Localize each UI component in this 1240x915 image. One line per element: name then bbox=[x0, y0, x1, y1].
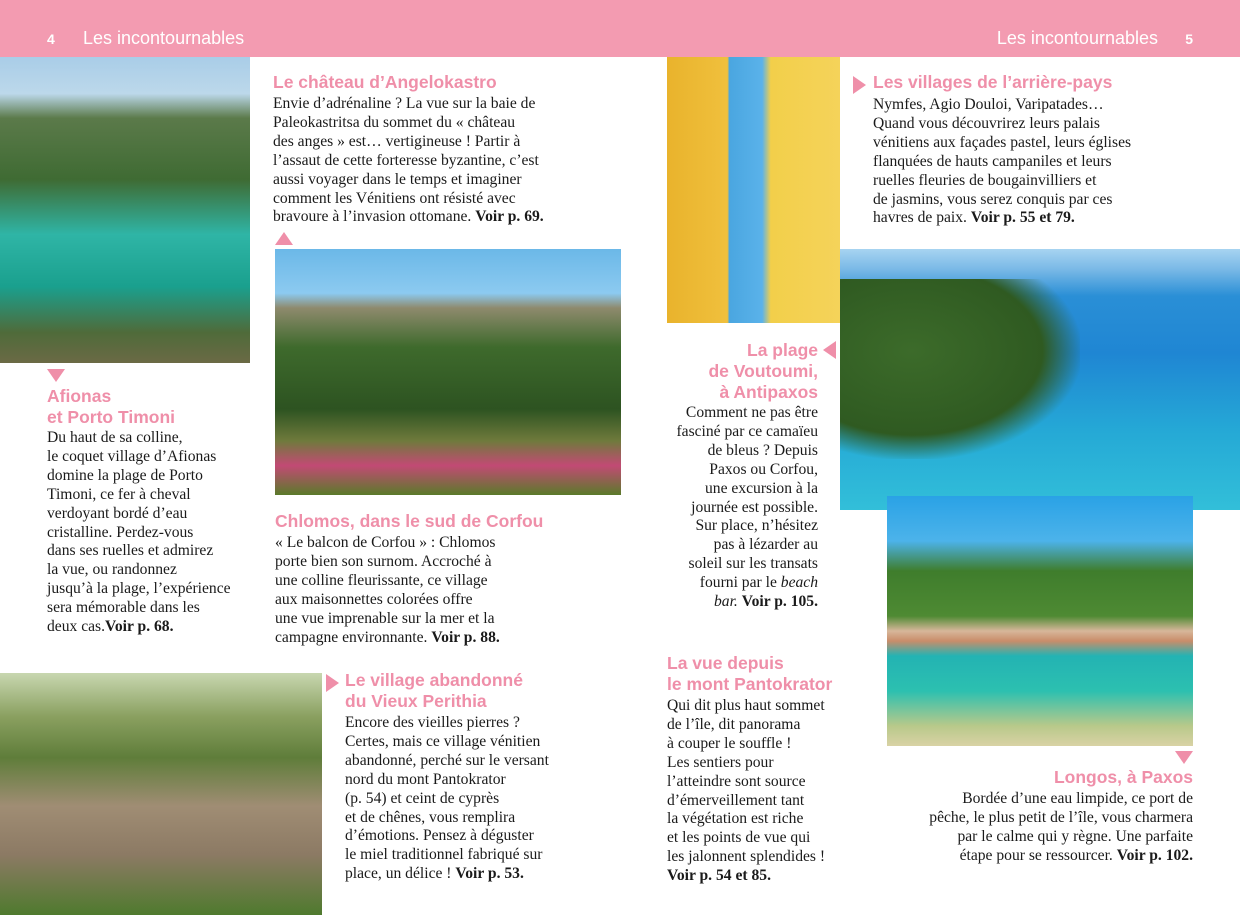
text-line bbox=[47, 524, 231, 543]
heading-voutoumi bbox=[708, 340, 818, 403]
header-title-right: Les incontournables bbox=[996, 28, 1158, 48]
text-line-content: la végétation est riche bbox=[667, 810, 804, 828]
text-line-content: La plage bbox=[747, 340, 818, 360]
text-line bbox=[676, 442, 818, 461]
text-line-content: place, un délice ! bbox=[345, 865, 456, 883]
text-line bbox=[929, 809, 1193, 828]
text-line bbox=[47, 505, 231, 524]
text-line-content: Sur place, n’hésitez bbox=[695, 517, 818, 535]
text-line-content: nord du mont Pantokrator bbox=[345, 770, 506, 788]
text-line bbox=[47, 448, 231, 467]
heading-villages bbox=[873, 72, 1112, 93]
text-line bbox=[667, 735, 825, 754]
page-header bbox=[0, 0, 1240, 57]
text-line bbox=[275, 553, 500, 572]
text-line bbox=[275, 572, 500, 591]
page-number-left: 4 bbox=[47, 31, 55, 47]
page-reference: Voir p. 54 et 85. bbox=[667, 867, 771, 885]
text-line-content: cristalline. Perdez-vous bbox=[47, 523, 194, 541]
text-line-content: soleil sur les transats bbox=[688, 555, 818, 573]
text-line bbox=[929, 790, 1193, 809]
text-line bbox=[667, 697, 825, 716]
text-line bbox=[676, 404, 818, 423]
text-line-content: « Le balcon de Corfou » : Chlomos bbox=[275, 534, 496, 551]
text-line bbox=[676, 555, 818, 574]
text-line-content: fourni par le beach bbox=[699, 574, 818, 592]
text-line-content: havres de paix. bbox=[873, 209, 971, 227]
text-line-content: des anges » est… vertigineuse ! Partir à bbox=[273, 132, 521, 150]
text-line-content: d’émerveillement tant bbox=[667, 791, 805, 809]
page-reference: Voir p. 102. bbox=[1116, 846, 1193, 864]
page-reference: Voir p. 105. bbox=[741, 593, 818, 611]
heading-chlomos bbox=[275, 511, 543, 532]
pointer-left-icon bbox=[823, 341, 836, 359]
text-line-content: le coquet village d’Afionas bbox=[47, 447, 217, 465]
text-line bbox=[345, 771, 549, 790]
text-line bbox=[273, 152, 544, 171]
text-line bbox=[676, 574, 818, 593]
page-number-right: 5 bbox=[1185, 31, 1193, 47]
text-line-content: Du haut de sa colline, bbox=[47, 429, 183, 446]
text-line bbox=[929, 847, 1193, 866]
text-line bbox=[676, 593, 818, 612]
text-line bbox=[47, 542, 231, 561]
photo-vieux-perithia bbox=[0, 673, 322, 915]
text-line-content: Qui dit plus haut sommet bbox=[667, 697, 825, 714]
text-line bbox=[345, 670, 523, 691]
text-line-content: vénitiens aux façades pastel, leurs églises bbox=[873, 133, 1132, 151]
text-line bbox=[676, 536, 818, 555]
text-line-content: bravoure à l’invasion ottomane. bbox=[273, 208, 476, 226]
photo-porto-timoni bbox=[0, 57, 250, 363]
text-line-content: par le calme qui y règne. Une parfaite bbox=[957, 827, 1193, 845]
text-line bbox=[708, 382, 818, 403]
text-line-content: aux maisonnettes colorées offre bbox=[275, 590, 473, 608]
text-line bbox=[345, 691, 523, 712]
text-line bbox=[929, 828, 1193, 847]
body-pantokrator bbox=[667, 697, 825, 886]
text-line-content: ruelles fleuries de bougainvilliers et bbox=[873, 171, 1097, 189]
heading-afionas bbox=[47, 386, 175, 428]
text-line bbox=[275, 610, 500, 629]
pointer-right-icon bbox=[326, 674, 339, 692]
page-reference: Voir p. 88. bbox=[431, 628, 500, 646]
header-title-left: Les incontournables bbox=[83, 28, 245, 48]
text-line-content: le miel traditionnel fabriqué sur bbox=[345, 846, 543, 864]
text-line-content: une excursion à la bbox=[704, 479, 818, 497]
text-line bbox=[273, 171, 544, 190]
pointer-up-icon bbox=[275, 232, 293, 245]
text-line-content: Le village abandonné bbox=[345, 670, 523, 690]
text-line-content: pêche, le plus petit de l’île, vous charmera bbox=[929, 808, 1193, 826]
text-line-content: Le château d’Angelokastro bbox=[273, 72, 497, 92]
text-line bbox=[676, 480, 818, 499]
text-line bbox=[345, 752, 549, 771]
text-line bbox=[273, 208, 544, 227]
text-line-content: verdoyant bordé d’eau bbox=[47, 504, 188, 522]
text-line-content: abandonné, perché sur le versant bbox=[345, 751, 549, 769]
text-line-content: fasciné par ce camaïeu bbox=[676, 422, 818, 440]
text-line bbox=[275, 591, 500, 610]
text-line bbox=[275, 511, 543, 532]
text-line-content: Certes, mais ce village vénitien bbox=[345, 732, 541, 750]
text-line bbox=[273, 95, 544, 114]
text-line-content: de Voutoumi, bbox=[708, 361, 818, 381]
text-line bbox=[667, 867, 825, 886]
text-line bbox=[47, 467, 231, 486]
text-line-content: (p. 54) et ceint de cyprès bbox=[345, 789, 500, 807]
text-line-content: sera mémorable dans les bbox=[47, 599, 200, 617]
text-line bbox=[676, 517, 818, 536]
page-reference: Voir p. 68. bbox=[105, 618, 174, 636]
text-line-content: Bordée d’une eau limpide, ce port de bbox=[962, 790, 1193, 807]
text-line-content: Paleokastritsa du sommet du « château bbox=[273, 113, 516, 131]
text-line bbox=[275, 629, 500, 648]
text-line bbox=[345, 733, 549, 752]
body-longos bbox=[929, 790, 1193, 866]
text-line bbox=[47, 618, 231, 637]
text-line-content: la vue, ou randonnez bbox=[47, 561, 177, 579]
text-line-content: à couper le souffle ! bbox=[667, 734, 792, 752]
text-line-content: comment les Vénitiens ont résisté avec bbox=[273, 189, 516, 207]
text-line bbox=[273, 72, 497, 93]
text-line bbox=[676, 423, 818, 442]
text-line-content: l’assaut de cette forteresse byzantine, c’est bbox=[273, 151, 539, 169]
text-line-content: et de chênes, vous remplira bbox=[345, 808, 516, 826]
text-line-content: Chlomos, dans le sud de Corfou bbox=[275, 511, 544, 531]
text-line-content: de jasmins, vous serez conquis par ces bbox=[873, 190, 1113, 208]
body-villages bbox=[873, 96, 1131, 228]
text-line-content: étape pour se ressourcer. bbox=[959, 846, 1117, 864]
text-line bbox=[47, 599, 231, 618]
heading-angelokastro bbox=[273, 72, 497, 93]
text-line-content: d’émotions. Pensez à déguster bbox=[345, 827, 534, 845]
text-line-content: aussi voyager dans le temps et imaginer bbox=[273, 170, 522, 188]
text-line bbox=[873, 115, 1131, 134]
pointer-down-icon bbox=[1175, 751, 1193, 764]
page-reference: Voir p. 53. bbox=[455, 865, 524, 883]
text-line-content: domine la plage de Porto bbox=[47, 466, 203, 484]
text-line-content: Timoni, ce fer à cheval bbox=[47, 485, 191, 503]
text-line-content: le mont Pantokrator bbox=[667, 674, 833, 694]
body-angelokastro bbox=[273, 95, 544, 227]
text-line-content: Afionas bbox=[47, 386, 112, 406]
page-reference: Voir p. 55 et 79. bbox=[970, 209, 1075, 227]
body-perithia bbox=[345, 714, 549, 884]
photo-angelokastro bbox=[275, 249, 621, 495]
text-line bbox=[1054, 767, 1193, 788]
text-line bbox=[708, 340, 818, 361]
text-line bbox=[345, 865, 549, 884]
text-line-content: à Antipaxos bbox=[719, 382, 818, 402]
text-line bbox=[667, 716, 825, 735]
text-line-content: Quand vous découvrirez leurs palais bbox=[873, 114, 1100, 132]
text-line-content: porte bien son surnom. Accroché à bbox=[275, 552, 492, 570]
text-line bbox=[667, 773, 825, 792]
text-line bbox=[708, 361, 818, 382]
text-line bbox=[47, 407, 175, 428]
text-line-content: Paxos ou Corfou, bbox=[709, 460, 818, 478]
photo-voutoumi-beach bbox=[840, 249, 1240, 510]
text-line bbox=[273, 133, 544, 152]
text-line bbox=[345, 809, 549, 828]
text-line-content: dans ses ruelles et admirez bbox=[47, 542, 214, 560]
heading-pantokrator bbox=[667, 653, 832, 695]
text-line bbox=[873, 209, 1131, 228]
pointer-down-icon bbox=[47, 369, 65, 382]
text-line-content: du Vieux Perithia bbox=[345, 691, 487, 711]
text-line bbox=[667, 792, 825, 811]
body-chlomos bbox=[275, 534, 500, 647]
text-line-content: flanquées de hauts campaniles et leurs bbox=[873, 152, 1112, 170]
text-line-content: de bleus ? Depuis bbox=[707, 441, 818, 459]
text-line bbox=[667, 829, 825, 848]
text-line-content: deux cas. bbox=[47, 618, 106, 636]
text-line bbox=[667, 674, 832, 695]
text-line-content: de l’île, dit panorama bbox=[667, 715, 801, 733]
text-line bbox=[275, 534, 500, 553]
text-line-content: Comment ne pas être bbox=[685, 404, 818, 421]
text-line bbox=[47, 386, 175, 407]
text-line-content: l’atteindre sont source bbox=[667, 772, 806, 790]
photo-church-village bbox=[667, 57, 840, 323]
heading-perithia bbox=[345, 670, 523, 712]
text-line-content: journée est possible. bbox=[691, 498, 818, 516]
text-line bbox=[873, 153, 1131, 172]
text-line-content: Les villages de l’arrière-pays bbox=[873, 72, 1113, 92]
heading-longos bbox=[1054, 767, 1193, 788]
text-line bbox=[676, 461, 818, 480]
page-reference: Voir p. 69. bbox=[475, 208, 544, 226]
text-line bbox=[273, 190, 544, 209]
text-line bbox=[873, 134, 1131, 153]
text-line-content: pas à lézarder au bbox=[713, 536, 818, 554]
text-line-content: et les points de vue qui bbox=[667, 829, 811, 847]
text-line-content: Longos, à Paxos bbox=[1053, 767, 1193, 787]
body-afionas bbox=[47, 429, 231, 637]
body-voutoumi bbox=[676, 404, 818, 612]
text-line-content: bar. bbox=[713, 593, 738, 611]
text-line-content: Encore des vieilles pierres ? bbox=[345, 714, 520, 731]
text-line-content: Nymfes, Agio Douloi, Varipatades… bbox=[873, 96, 1104, 113]
text-line-content: les jalonnent splendides ! bbox=[667, 848, 826, 866]
text-line-content: Envie d’adrénaline ? La vue sur la baie de bbox=[273, 95, 536, 112]
text-line bbox=[345, 827, 549, 846]
text-line-content: jusqu’à la plage, l’expérience bbox=[47, 580, 231, 598]
text-line bbox=[47, 561, 231, 580]
text-line-content: une colline fleurissante, ce village bbox=[275, 571, 488, 589]
text-line bbox=[47, 580, 231, 599]
text-line bbox=[345, 790, 549, 809]
text-line bbox=[273, 114, 544, 133]
text-line bbox=[667, 810, 825, 829]
text-line bbox=[667, 848, 825, 867]
text-line bbox=[47, 486, 231, 505]
text-line-content: La vue depuis bbox=[667, 653, 784, 673]
text-line bbox=[47, 429, 231, 448]
text-line bbox=[873, 191, 1131, 210]
text-line bbox=[873, 172, 1131, 191]
text-line-content: une vue imprenable sur la mer et la bbox=[275, 609, 495, 627]
text-line bbox=[873, 72, 1112, 93]
text-line bbox=[676, 499, 818, 518]
text-line bbox=[345, 714, 549, 733]
text-line-content: et Porto Timoni bbox=[47, 407, 176, 427]
text-line bbox=[873, 96, 1131, 115]
text-line-content: campagne environnante. bbox=[275, 628, 432, 646]
photo-longos-paxos bbox=[887, 496, 1193, 746]
text-line bbox=[667, 653, 832, 674]
text-line-content: Les sentiers pour bbox=[667, 753, 774, 771]
text-line bbox=[667, 754, 825, 773]
pointer-right-icon bbox=[853, 76, 866, 94]
text-line bbox=[345, 846, 549, 865]
